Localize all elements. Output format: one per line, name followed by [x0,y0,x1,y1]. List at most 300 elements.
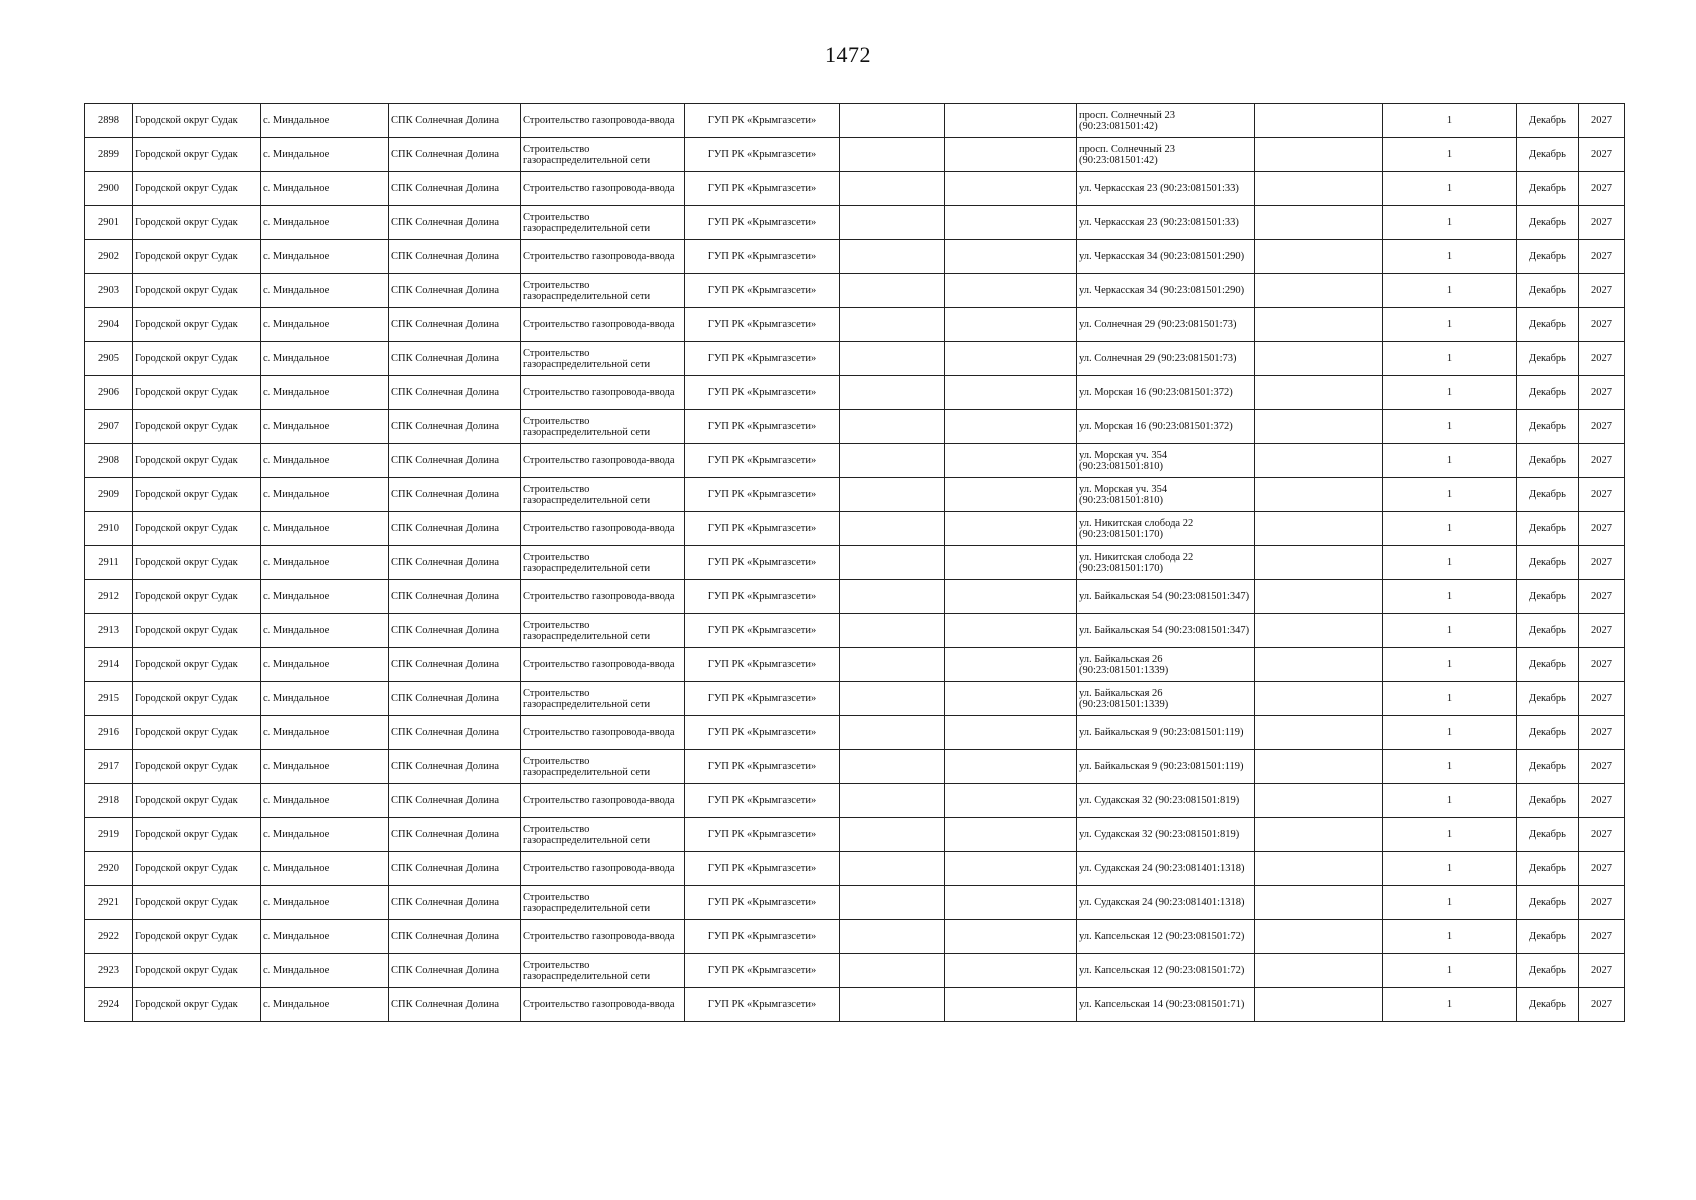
settlement-cell: с. Миндальное [261,784,389,818]
empty-cell [840,716,945,750]
organization-cell: ГУП РК «Крымгазсети» [685,376,840,410]
area-cell: СПК Солнечная Долина [389,546,521,580]
settlement-cell: с. Миндальное [261,274,389,308]
address-cell: ул. Байкальская 54 (90:23:081501:347) [1077,614,1255,648]
address-cell: ул. Солнечная 29 (90:23:081501:73) [1077,342,1255,376]
area-cell: СПК Солнечная Долина [389,750,521,784]
work-type-cell: Строительство газораспределительной сети [521,886,685,920]
work-type-cell: Строительство газопровода-ввода [521,240,685,274]
work-type-cell: Строительство газораспределительной сети [521,750,685,784]
year-cell: 2027 [1579,138,1625,172]
count-cell: 1 [1383,172,1517,206]
empty-cell [945,240,1077,274]
work-type-cell: Строительство газораспределительной сети [521,410,685,444]
month-cell: Декабрь [1517,750,1579,784]
count-cell: 1 [1383,750,1517,784]
work-type-cell: Строительство газопровода-ввода [521,648,685,682]
area-cell: СПК Солнечная Долина [389,580,521,614]
organization-cell: ГУП РК «Крымгазсети» [685,138,840,172]
address-cell: ул. Судакская 24 (90:23:081401:1318) [1077,852,1255,886]
empty-cell [1255,920,1383,954]
organization-cell: ГУП РК «Крымгазсети» [685,886,840,920]
address-cell: ул. Байкальская 9 (90:23:081501:119) [1077,716,1255,750]
table-row [85,104,1625,138]
work-type-cell: Строительство газопровода-ввода [521,512,685,546]
year-cell: 2027 [1579,172,1625,206]
year-cell: 2027 [1579,274,1625,308]
table-row [85,648,1625,682]
address-cell: ул. Байкальская 9 (90:23:081501:119) [1077,750,1255,784]
organization-cell: ГУП РК «Крымгазсети» [685,172,840,206]
address-cell: ул. Черкасская 23 (90:23:081501:33) [1077,172,1255,206]
table-row [85,682,1625,716]
table-row [85,750,1625,784]
empty-cell [1255,512,1383,546]
district-cell: Городской округ Судак [133,512,261,546]
empty-cell [1255,172,1383,206]
area-cell: СПК Солнечная Долина [389,920,521,954]
empty-cell [1255,274,1383,308]
district-cell: Городской округ Судак [133,274,261,308]
address-cell: ул. Морская уч. 354 (90:23:081501:810) [1077,444,1255,478]
empty-cell [945,954,1077,988]
area-cell: СПК Солнечная Долина [389,342,521,376]
month-cell: Декабрь [1517,512,1579,546]
area-cell: СПК Солнечная Долина [389,988,521,1022]
year-cell: 2027 [1579,478,1625,512]
district-cell: Городской округ Судак [133,682,261,716]
empty-cell [1255,240,1383,274]
organization-cell: ГУП РК «Крымгазсети» [685,580,840,614]
district-cell: Городской округ Судак [133,920,261,954]
district-cell: Городской округ Судак [133,410,261,444]
row-number-cell: 2904 [85,308,133,342]
year-cell: 2027 [1579,818,1625,852]
empty-cell [840,410,945,444]
area-cell: СПК Солнечная Долина [389,410,521,444]
table-row [85,240,1625,274]
month-cell: Декабрь [1517,546,1579,580]
organization-cell: ГУП РК «Крымгазсети» [685,478,840,512]
area-cell: СПК Солнечная Долина [389,308,521,342]
district-cell: Городской округ Судак [133,716,261,750]
empty-cell [1255,342,1383,376]
table-row [85,512,1625,546]
settlement-cell: с. Миндальное [261,172,389,206]
area-cell: СПК Солнечная Долина [389,104,521,138]
area-cell: СПК Солнечная Долина [389,614,521,648]
count-cell: 1 [1383,512,1517,546]
year-cell: 2027 [1579,342,1625,376]
organization-cell: ГУП РК «Крымгазсети» [685,920,840,954]
address-cell: просп. Солнечный 23 (90:23:081501:42) [1077,104,1255,138]
empty-cell [945,920,1077,954]
empty-cell [945,138,1077,172]
district-cell: Городской округ Судак [133,988,261,1022]
work-type-cell: Строительство газораспределительной сети [521,206,685,240]
empty-cell [1255,784,1383,818]
work-type-cell: Строительство газопровода-ввода [521,376,685,410]
row-number-cell: 2923 [85,954,133,988]
month-cell: Декабрь [1517,444,1579,478]
work-type-cell: Строительство газораспределительной сети [521,342,685,376]
empty-cell [840,444,945,478]
year-cell: 2027 [1579,206,1625,240]
year-cell: 2027 [1579,682,1625,716]
district-cell: Городской округ Судак [133,954,261,988]
empty-cell [945,818,1077,852]
year-cell: 2027 [1579,784,1625,818]
settlement-cell: с. Миндальное [261,886,389,920]
count-cell: 1 [1383,274,1517,308]
count-cell: 1 [1383,988,1517,1022]
table-row [85,342,1625,376]
organization-cell: ГУП РК «Крымгазсети» [685,784,840,818]
empty-cell [840,376,945,410]
district-cell: Городской округ Судак [133,308,261,342]
area-cell: СПК Солнечная Долина [389,512,521,546]
row-number-cell: 2905 [85,342,133,376]
year-cell: 2027 [1579,886,1625,920]
count-cell: 1 [1383,716,1517,750]
gas-connection-table-sheet [84,103,1624,1022]
count-cell: 1 [1383,580,1517,614]
organization-cell: ГУП РК «Крымгазсети» [685,614,840,648]
work-type-cell: Строительство газораспределительной сети [521,682,685,716]
organization-cell: ГУП РК «Крымгазсети» [685,206,840,240]
work-type-cell: Строительство газопровода-ввода [521,444,685,478]
month-cell: Декабрь [1517,410,1579,444]
work-type-cell: Строительство газопровода-ввода [521,716,685,750]
address-cell: ул. Капсельская 14 (90:23:081501:71) [1077,988,1255,1022]
count-cell: 1 [1383,478,1517,512]
empty-cell [945,716,1077,750]
settlement-cell: с. Миндальное [261,750,389,784]
month-cell: Декабрь [1517,240,1579,274]
settlement-cell: с. Миндальное [261,546,389,580]
count-cell: 1 [1383,206,1517,240]
table-row [85,818,1625,852]
settlement-cell: с. Миндальное [261,818,389,852]
organization-cell: ГУП РК «Крымгазсети» [685,954,840,988]
work-type-cell: Строительство газораспределительной сети [521,614,685,648]
table-row [85,376,1625,410]
year-cell: 2027 [1579,954,1625,988]
area-cell: СПК Солнечная Долина [389,376,521,410]
year-cell: 2027 [1579,988,1625,1022]
month-cell: Декабрь [1517,954,1579,988]
empty-cell [840,920,945,954]
empty-cell [840,274,945,308]
empty-cell [1255,138,1383,172]
empty-cell [1255,614,1383,648]
count-cell: 1 [1383,444,1517,478]
empty-cell [1255,410,1383,444]
table-row [85,478,1625,512]
year-cell: 2027 [1579,546,1625,580]
count-cell: 1 [1383,852,1517,886]
month-cell: Декабрь [1517,342,1579,376]
settlement-cell: с. Миндальное [261,104,389,138]
work-type-cell: Строительство газопровода-ввода [521,852,685,886]
empty-cell [840,206,945,240]
district-cell: Городской округ Судак [133,172,261,206]
organization-cell: ГУП РК «Крымгазсети» [685,818,840,852]
empty-cell [1255,376,1383,410]
row-number-cell: 2907 [85,410,133,444]
month-cell: Декабрь [1517,784,1579,818]
organization-cell: ГУП РК «Крымгазсети» [685,240,840,274]
month-cell: Декабрь [1517,716,1579,750]
settlement-cell: с. Миндальное [261,308,389,342]
empty-cell [840,886,945,920]
empty-cell [945,682,1077,716]
empty-cell [1255,954,1383,988]
address-cell: ул. Морская 16 (90:23:081501:372) [1077,376,1255,410]
empty-cell [840,308,945,342]
table-row [85,172,1625,206]
settlement-cell: с. Миндальное [261,240,389,274]
month-cell: Декабрь [1517,104,1579,138]
settlement-cell: с. Миндальное [261,138,389,172]
row-number-cell: 2924 [85,988,133,1022]
row-number-cell: 2902 [85,240,133,274]
settlement-cell: с. Миндальное [261,206,389,240]
empty-cell [840,512,945,546]
empty-cell [945,444,1077,478]
year-cell: 2027 [1579,920,1625,954]
district-cell: Городской округ Судак [133,784,261,818]
month-cell: Декабрь [1517,988,1579,1022]
area-cell: СПК Солнечная Долина [389,784,521,818]
organization-cell: ГУП РК «Крымгазсети» [685,512,840,546]
address-cell: ул. Судакская 32 (90:23:081501:819) [1077,784,1255,818]
count-cell: 1 [1383,308,1517,342]
area-cell: СПК Солнечная Долина [389,716,521,750]
address-cell: ул. Черкасская 23 (90:23:081501:33) [1077,206,1255,240]
year-cell: 2027 [1579,410,1625,444]
empty-cell [1255,852,1383,886]
row-number-cell: 2898 [85,104,133,138]
table-row [85,954,1625,988]
empty-cell [945,886,1077,920]
address-cell: ул. Солнечная 29 (90:23:081501:73) [1077,308,1255,342]
empty-cell [945,410,1077,444]
work-type-cell: Строительство газопровода-ввода [521,104,685,138]
empty-cell [945,546,1077,580]
row-number-cell: 2899 [85,138,133,172]
organization-cell: ГУП РК «Крымгазсети» [685,682,840,716]
empty-cell [945,784,1077,818]
empty-cell [945,206,1077,240]
district-cell: Городской округ Судак [133,852,261,886]
month-cell: Декабрь [1517,818,1579,852]
empty-cell [1255,546,1383,580]
organization-cell: ГУП РК «Крымгазсети» [685,716,840,750]
table-row [85,138,1625,172]
address-cell: ул. Черкасская 34 (90:23:081501:290) [1077,240,1255,274]
count-cell: 1 [1383,342,1517,376]
address-cell: ул. Морская 16 (90:23:081501:372) [1077,410,1255,444]
empty-cell [945,376,1077,410]
table-row [85,886,1625,920]
table-row [85,614,1625,648]
district-cell: Городской округ Судак [133,240,261,274]
empty-cell [840,988,945,1022]
district-cell: Городской округ Судак [133,376,261,410]
empty-cell [1255,206,1383,240]
work-type-cell: Строительство газопровода-ввода [521,308,685,342]
month-cell: Декабрь [1517,580,1579,614]
count-cell: 1 [1383,376,1517,410]
settlement-cell: с. Миндальное [261,410,389,444]
work-type-cell: Строительство газораспределительной сети [521,138,685,172]
count-cell: 1 [1383,546,1517,580]
district-cell: Городской округ Судак [133,206,261,240]
area-cell: СПК Солнечная Долина [389,172,521,206]
table-row [85,274,1625,308]
count-cell: 1 [1383,682,1517,716]
organization-cell: ГУП РК «Крымгазсети» [685,308,840,342]
empty-cell [1255,716,1383,750]
count-cell: 1 [1383,648,1517,682]
empty-cell [945,580,1077,614]
gas-connection-table [84,103,1625,1022]
settlement-cell: с. Миндальное [261,580,389,614]
count-cell: 1 [1383,784,1517,818]
table-row [85,716,1625,750]
empty-cell [840,546,945,580]
table-row [85,988,1625,1022]
district-cell: Городской округ Судак [133,580,261,614]
row-number-cell: 2911 [85,546,133,580]
district-cell: Городской округ Судак [133,444,261,478]
empty-cell [945,614,1077,648]
row-number-cell: 2909 [85,478,133,512]
month-cell: Декабрь [1517,274,1579,308]
row-number-cell: 2917 [85,750,133,784]
area-cell: СПК Солнечная Долина [389,240,521,274]
row-number-cell: 2901 [85,206,133,240]
address-cell: ул. Байкальская 26 (90:23:081501:1339) [1077,648,1255,682]
address-cell: ул. Капсельская 12 (90:23:081501:72) [1077,954,1255,988]
empty-cell [945,274,1077,308]
empty-cell [840,954,945,988]
month-cell: Декабрь [1517,172,1579,206]
row-number-cell: 2920 [85,852,133,886]
empty-cell [1255,750,1383,784]
settlement-cell: с. Миндальное [261,444,389,478]
row-number-cell: 2919 [85,818,133,852]
empty-cell [1255,648,1383,682]
empty-cell [840,580,945,614]
area-cell: СПК Солнечная Долина [389,886,521,920]
empty-cell [840,852,945,886]
area-cell: СПК Солнечная Долина [389,274,521,308]
address-cell: ул. Морская уч. 354 (90:23:081501:810) [1077,478,1255,512]
settlement-cell: с. Миндальное [261,512,389,546]
count-cell: 1 [1383,240,1517,274]
empty-cell [840,138,945,172]
empty-cell [945,750,1077,784]
month-cell: Декабрь [1517,376,1579,410]
count-cell: 1 [1383,954,1517,988]
empty-cell [840,682,945,716]
year-cell: 2027 [1579,104,1625,138]
year-cell: 2027 [1579,750,1625,784]
area-cell: СПК Солнечная Долина [389,206,521,240]
month-cell: Декабрь [1517,682,1579,716]
organization-cell: ГУП РК «Крымгазсети» [685,274,840,308]
settlement-cell: с. Миндальное [261,342,389,376]
empty-cell [840,818,945,852]
settlement-cell: с. Миндальное [261,716,389,750]
work-type-cell: Строительство газораспределительной сети [521,818,685,852]
row-number-cell: 2900 [85,172,133,206]
empty-cell [840,172,945,206]
settlement-cell: с. Миндальное [261,682,389,716]
empty-cell [945,104,1077,138]
count-cell: 1 [1383,410,1517,444]
table-row [85,444,1625,478]
address-cell: ул. Капсельская 12 (90:23:081501:72) [1077,920,1255,954]
empty-cell [1255,988,1383,1022]
settlement-cell: с. Миндальное [261,988,389,1022]
organization-cell: ГУП РК «Крымгазсети» [685,988,840,1022]
district-cell: Городской округ Судак [133,138,261,172]
table-row [85,784,1625,818]
row-number-cell: 2922 [85,920,133,954]
organization-cell: ГУП РК «Крымгазсети» [685,546,840,580]
year-cell: 2027 [1579,614,1625,648]
empty-cell [945,648,1077,682]
month-cell: Декабрь [1517,920,1579,954]
empty-cell [945,852,1077,886]
count-cell: 1 [1383,920,1517,954]
row-number-cell: 2912 [85,580,133,614]
count-cell: 1 [1383,818,1517,852]
row-number-cell: 2903 [85,274,133,308]
empty-cell [1255,682,1383,716]
month-cell: Декабрь [1517,206,1579,240]
year-cell: 2027 [1579,716,1625,750]
settlement-cell: с. Миндальное [261,376,389,410]
table-body [85,104,1625,1022]
year-cell: 2027 [1579,240,1625,274]
row-number-cell: 2918 [85,784,133,818]
month-cell: Декабрь [1517,478,1579,512]
organization-cell: ГУП РК «Крымгазсети» [685,648,840,682]
work-type-cell: Строительство газопровода-ввода [521,172,685,206]
empty-cell [840,614,945,648]
area-cell: СПК Солнечная Долина [389,682,521,716]
page-number: 1472 [825,42,871,67]
row-number-cell: 2908 [85,444,133,478]
empty-cell [1255,444,1383,478]
count-cell: 1 [1383,104,1517,138]
organization-cell: ГУП РК «Крымгазсети» [685,104,840,138]
table-row [85,580,1625,614]
month-cell: Декабрь [1517,886,1579,920]
district-cell: Городской округ Судак [133,478,261,512]
empty-cell [1255,580,1383,614]
work-type-cell: Строительство газопровода-ввода [521,988,685,1022]
table-row [85,206,1625,240]
empty-cell [840,342,945,376]
address-cell: просп. Солнечный 23 (90:23:081501:42) [1077,138,1255,172]
row-number-cell: 2910 [85,512,133,546]
work-type-cell: Строительство газораспределительной сети [521,546,685,580]
